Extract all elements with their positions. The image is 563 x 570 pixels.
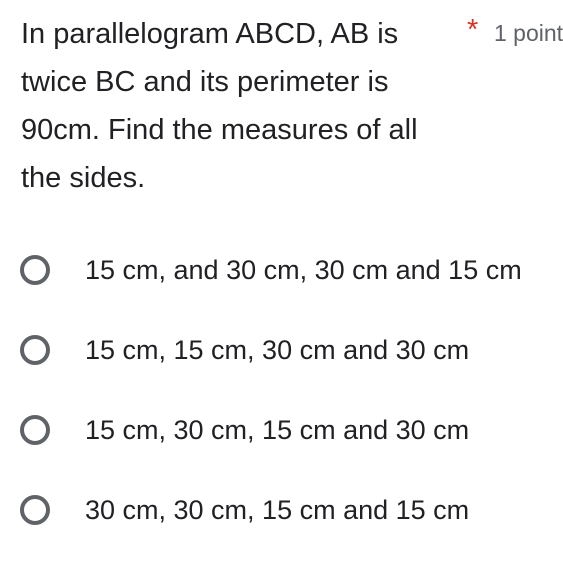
radio-button[interactable] [20, 415, 50, 445]
radio-button[interactable] [20, 255, 50, 285]
points-label: 1 point [494, 20, 563, 46]
option-1[interactable] [20, 250, 563, 290]
option-label: 15 cm, 30 cm, 15 cm and 30 cm [85, 415, 470, 445]
required-asterisk: * [467, 14, 479, 46]
option-label: 30 cm, 30 cm, 15 cm and 15 cm [85, 495, 470, 525]
option-label: 15 cm, 15 cm, 30 cm and 30 cm [85, 335, 470, 365]
answer-options [20, 250, 563, 570]
radio-button[interactable] [20, 495, 50, 525]
option-3[interactable] [20, 410, 563, 450]
option-label: 15 cm, and 30 cm, 30 cm and 15 cm [85, 255, 522, 285]
option-4[interactable] [20, 490, 563, 530]
option-2[interactable] [20, 330, 563, 370]
question-text: In parallelogram ABCD, AB is twice BC and its perimeter is 90cm. Find the measures of all the sides. [21, 18, 418, 194]
radio-button[interactable] [20, 335, 50, 365]
